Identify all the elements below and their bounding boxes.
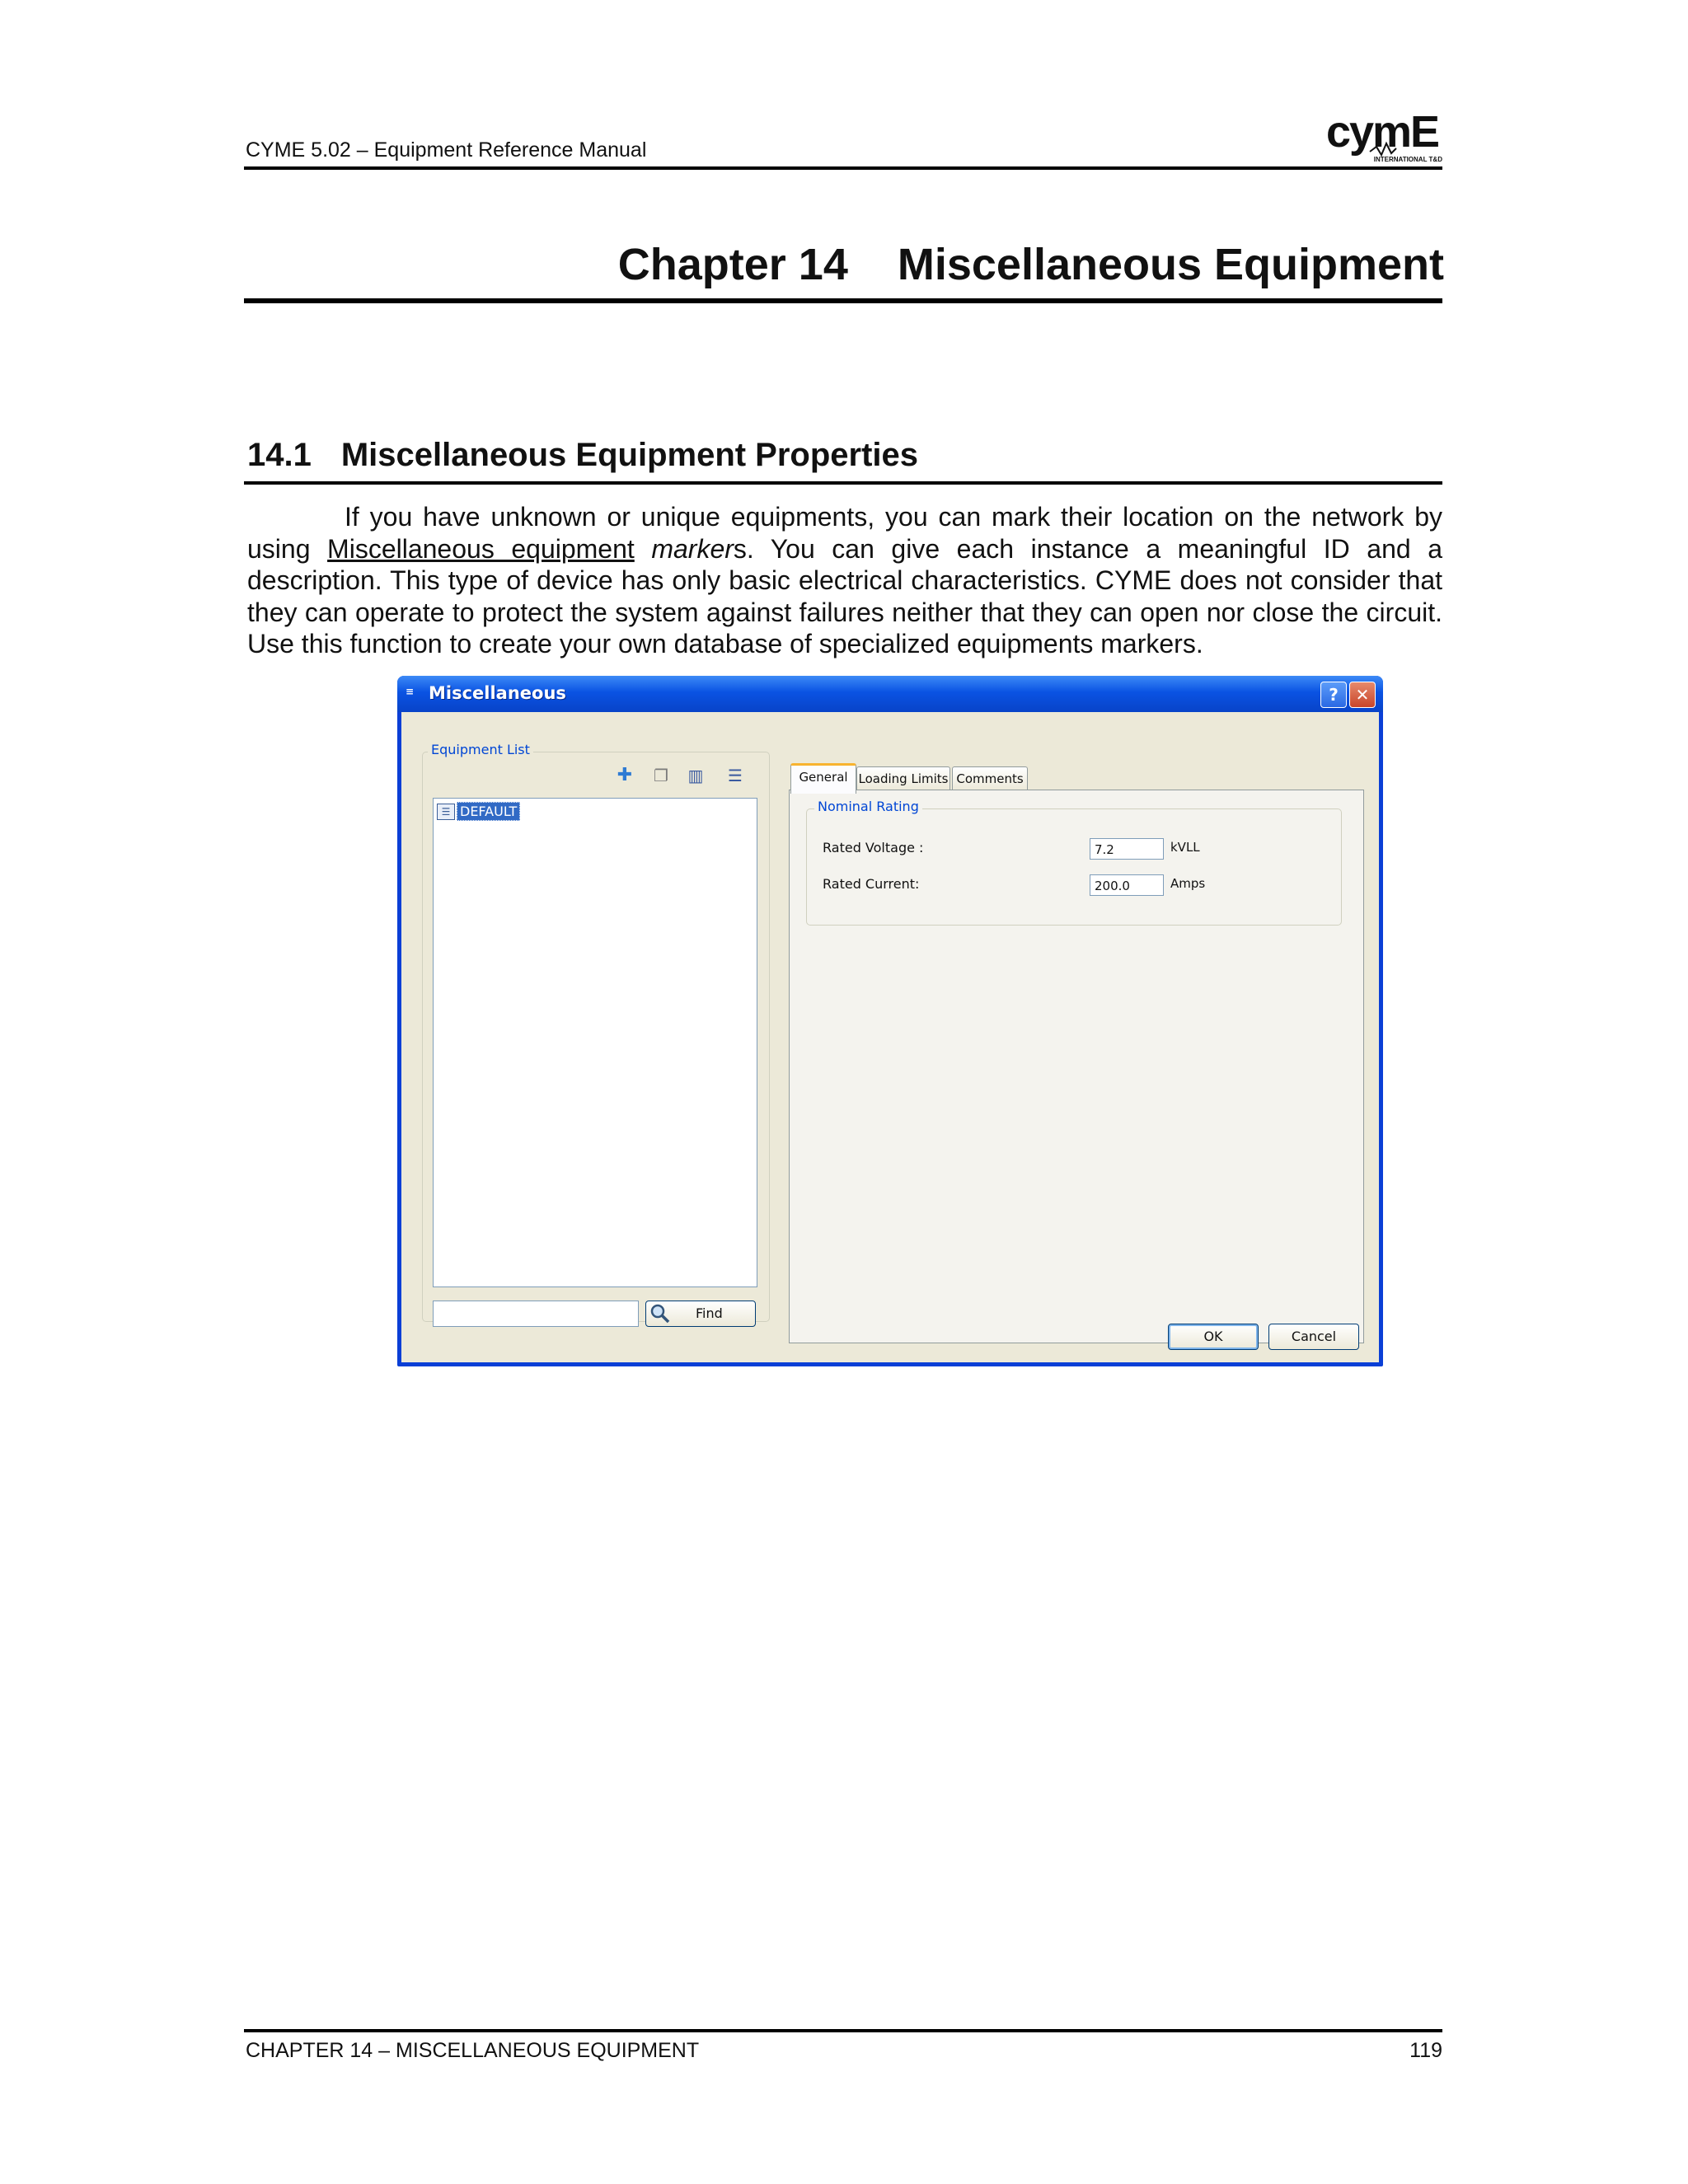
rated-current-field[interactable]: 200.0 <box>1090 874 1164 896</box>
page-number: 119 <box>1409 2039 1442 2062</box>
svg-text:cymE: cymE <box>1325 110 1439 157</box>
equipment-listbox[interactable] <box>433 798 757 1287</box>
chapter-rule <box>244 298 1442 303</box>
nominal-rating-label: Nominal Rating <box>814 799 922 814</box>
miscellaneous-dialog <box>397 676 1383 1366</box>
equipment-list-label: Equipment List <box>428 742 533 757</box>
nominal-rating-group <box>806 808 1342 926</box>
general-tab-panel <box>789 790 1364 1343</box>
section-title: Miscellaneous Equipment Properties <box>340 437 919 473</box>
cancel-button[interactable]: Cancel <box>1268 1324 1359 1350</box>
help-button[interactable]: ? <box>1320 682 1347 708</box>
dialog-title: Miscellaneous <box>429 683 566 703</box>
svg-text:INTERNATIONAL T&D: INTERNATIONAL T&D <box>1373 156 1442 163</box>
document-header-title: CYME 5.02 – Equipment Reference Manual <box>246 138 647 162</box>
find-button[interactable] <box>645 1301 756 1327</box>
rated-voltage-field[interactable]: 7.2 <box>1090 838 1164 860</box>
paragraph-italic: marker <box>651 533 734 564</box>
body-paragraph <box>247 501 1442 660</box>
dialog-titlebar[interactable] <box>397 676 1383 712</box>
rated-current-unit: Amps <box>1170 876 1206 891</box>
chapter-heading <box>247 239 1444 290</box>
list-item-label: DEFAULT <box>457 802 520 821</box>
find-input[interactable] <box>433 1301 639 1327</box>
rated-voltage-unit: kVLL <box>1170 840 1200 855</box>
search-icon <box>649 1303 671 1324</box>
list-item-icon: ☰ <box>437 804 455 820</box>
chapter-number: Chapter 14 <box>617 240 848 289</box>
add-icon[interactable]: ✚ <box>617 765 633 785</box>
section-number: 14.1 <box>247 437 312 473</box>
paragraph-text-2: s. You can give each instance a meaningful ID and a description. This type of device has only basic electrical characteristics. CYME does not consider that they can operate to protect the system against failures neither that they can open nor close the circuit. Use this function to create your own database of specialized equipments markers. <box>247 533 1443 658</box>
misc-equipment-link[interactable]: Miscellaneous equipment <box>327 533 635 564</box>
ok-button[interactable]: OK <box>1168 1324 1259 1350</box>
close-button[interactable]: ✕ <box>1349 682 1376 708</box>
rated-voltage-label: Rated Voltage : <box>823 840 924 855</box>
rated-current-label: Rated Current: <box>823 876 920 892</box>
tab-comments[interactable]: Comments <box>952 766 1028 790</box>
app-icon: ≡ <box>406 686 415 697</box>
tab-general[interactable]: General <box>790 763 856 794</box>
copy-icon[interactable]: ❐ <box>654 766 668 785</box>
header-rule <box>244 166 1442 170</box>
section-rule <box>244 481 1442 485</box>
find-button-label: Find <box>696 1305 723 1321</box>
dialog-body <box>401 712 1379 1362</box>
library-icon[interactable]: ▥ <box>687 766 704 785</box>
footer-rule <box>244 2029 1442 2032</box>
footer-chapter: CHAPTER 14 – MISCELLANEOUS EQUIPMENT <box>246 2039 700 2062</box>
cyme-logo <box>1320 110 1444 165</box>
tab-loading-limits[interactable]: Loading Limits <box>856 766 950 790</box>
section-heading <box>247 437 918 474</box>
properties-icon[interactable]: ☰ <box>728 766 743 785</box>
chapter-title: Miscellaneous Equipment <box>897 240 1444 289</box>
paragraph-text-1: If you have unknown or unique equipments, you can mark their location on the network by using <box>247 502 1442 564</box>
